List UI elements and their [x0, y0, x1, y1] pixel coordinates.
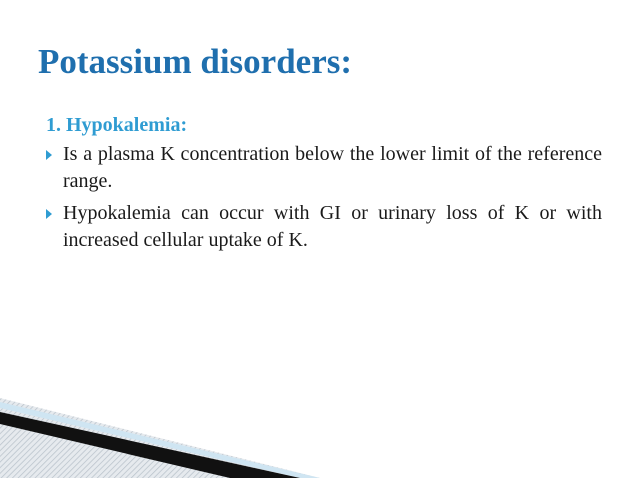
- bullet-text: Hypokalemia can occur with GI or urinary loss of K or with increased cellular uptake of K.: [63, 202, 602, 251]
- triangle-right-icon: [46, 150, 52, 160]
- bullet-item: [46, 200, 602, 254]
- slide-title: Potassium disorders:: [38, 42, 353, 81]
- decorative-corner-swoosh: [0, 388, 320, 478]
- triangle-right-icon: [46, 209, 52, 219]
- section-heading: 1. Hypokalemia:: [46, 114, 188, 136]
- bullet-text: Is a plasma K concentration below the lower limit of the reference range.: [63, 143, 602, 192]
- hatched-band: [0, 398, 320, 478]
- bullet-list: [46, 141, 602, 259]
- bullet-item: [46, 141, 602, 195]
